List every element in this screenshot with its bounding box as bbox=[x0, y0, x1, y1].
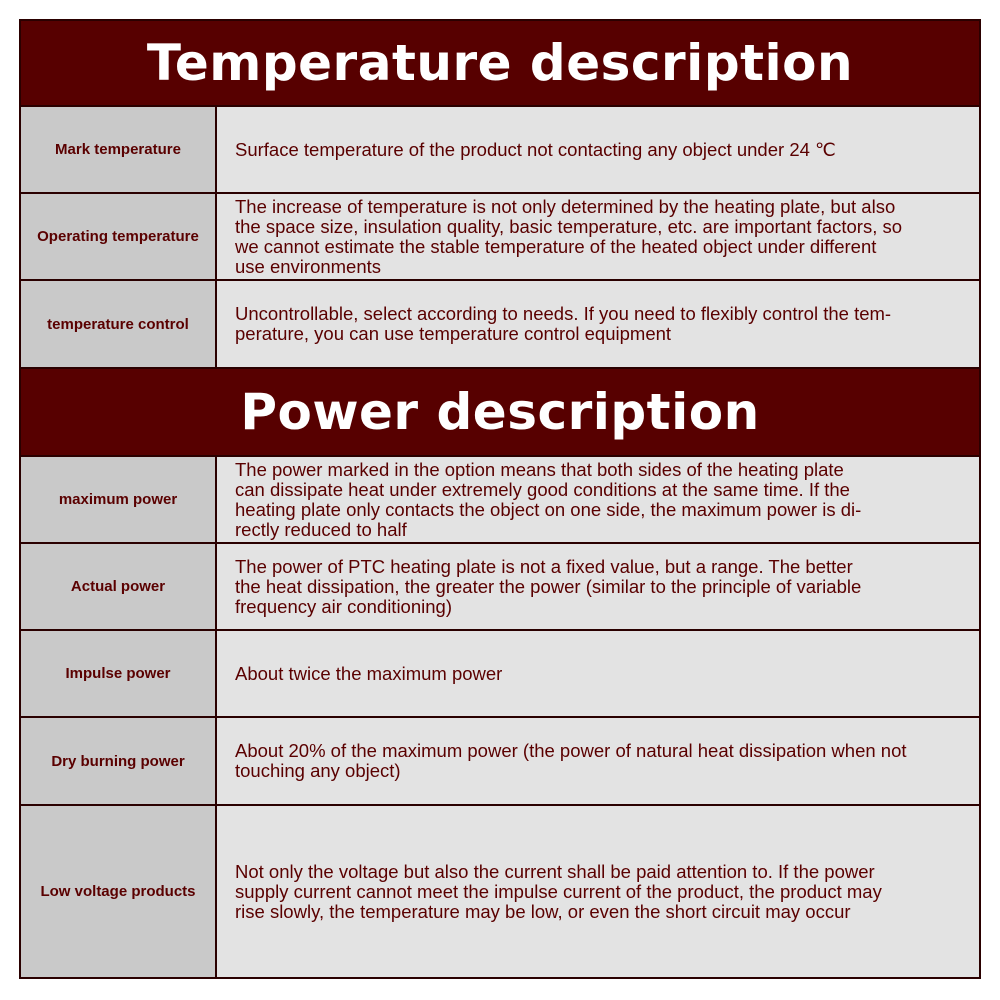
row-label: maximum power bbox=[21, 457, 217, 542]
row-label: Mark temperature bbox=[21, 107, 217, 192]
row-description: About twice the maximum power bbox=[217, 631, 979, 716]
row-label: Operating temperature bbox=[21, 194, 217, 279]
spec-sheet bbox=[19, 19, 981, 979]
table-row bbox=[21, 806, 979, 977]
row-label: Impulse power bbox=[21, 631, 217, 716]
row-description: The power of PTC heating plate is not a fixed value, but a range. The better the heat dissipation, the greater the power (similar to the principle of variable frequency air conditioning) bbox=[217, 544, 979, 629]
row-description: The power marked in the option means that both sides of the heating plate can dissipate heat under extremely good conditions at the same time. If the heating plate only contacts the object on one side, the maximum power is di- rectly reduced to half bbox=[217, 457, 979, 542]
table-row bbox=[21, 544, 979, 631]
row-description: Surface temperature of the product not contacting any object under 24 ℃ bbox=[217, 107, 979, 192]
row-description: Uncontrollable, select according to needs. If you need to flexibly control the tem- perature, you can use temperature control equipment bbox=[217, 281, 979, 367]
table-row bbox=[21, 718, 979, 806]
table-row bbox=[21, 457, 979, 544]
row-label: Actual power bbox=[21, 544, 217, 629]
table-row bbox=[21, 631, 979, 718]
row-label: Low voltage products bbox=[21, 806, 217, 977]
row-description: Not only the voltage but also the current shall be paid attention to. If the power supply current cannot meet the impulse current of the product, the product may rise slowly, the temperature may be low, or even the short circuit may occur bbox=[217, 806, 979, 977]
temperature-section-title: Temperature description bbox=[21, 21, 979, 107]
power-section-title: Power description bbox=[21, 369, 979, 457]
table-row bbox=[21, 194, 979, 281]
row-description: About 20% of the maximum power (the power of natural heat dissipation when not touching any object) bbox=[217, 718, 979, 804]
table-row bbox=[21, 107, 979, 194]
row-description: The increase of temperature is not only determined by the heating plate, but also the space size, insulation quality, basic temperature, etc. are important factors, so we cannot estimate the stable temperature of the heated object under different use environments bbox=[217, 194, 979, 279]
row-label: Dry burning power bbox=[21, 718, 217, 804]
table-row bbox=[21, 281, 979, 369]
row-label: temperature control bbox=[21, 281, 217, 367]
